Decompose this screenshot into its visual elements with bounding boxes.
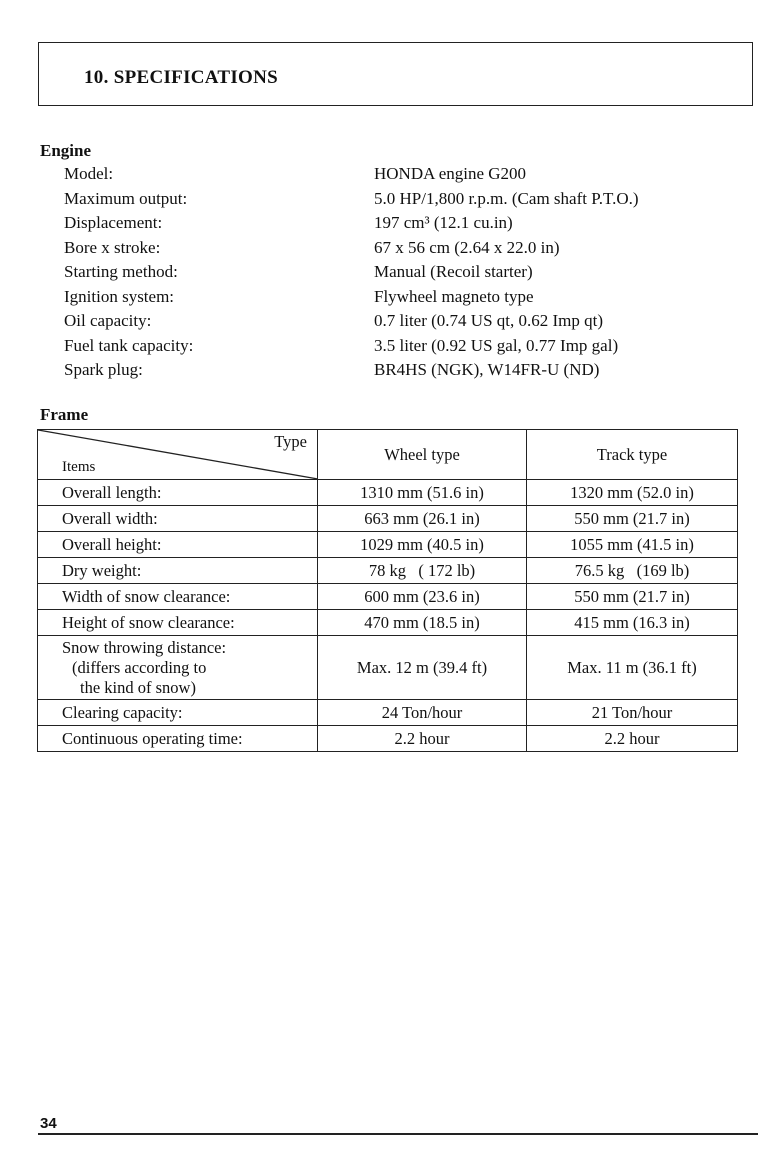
track-value: 1055 mm (41.5 in) — [527, 532, 738, 558]
engine-row-fuel-tank — [64, 336, 724, 361]
section-header-box — [38, 42, 753, 106]
row-item-label-multiline — [38, 636, 318, 700]
type-header-label: Type — [274, 432, 307, 451]
engine-label: Fuel tank capacity: — [64, 335, 194, 355]
column-header-track: Track type — [527, 430, 738, 480]
row-item-label: Continuous operating time: — [38, 726, 318, 752]
table-row — [38, 506, 738, 532]
table-row — [38, 532, 738, 558]
engine-row-spark-plug — [64, 360, 724, 385]
engine-label: Model: — [64, 164, 114, 183]
engine-row-model — [64, 164, 724, 189]
wheel-value: 663 mm (26.1 in) — [318, 506, 527, 532]
throwing-label-line1: Snow throwing distance: — [62, 637, 227, 657]
engine-value: Manual (Recoil starter) — [374, 262, 533, 281]
table-row — [38, 610, 738, 636]
engine-value: 67 x 56 cm (2.64 x 22.0 in) — [374, 237, 560, 257]
table-row — [38, 480, 738, 506]
engine-row-ignition — [64, 287, 724, 312]
track-value: 76.5 kg (169 lb) — [527, 558, 738, 584]
engine-spec-list — [64, 164, 724, 385]
table-row — [38, 726, 738, 752]
frame-spec-table — [37, 429, 738, 752]
track-value: 1320 mm (52.0 in) — [527, 480, 738, 506]
track-value: 2.2 hour — [527, 726, 738, 752]
engine-row-oil-capacity — [64, 311, 724, 336]
row-item-label: Height of snow clearance: — [38, 610, 318, 636]
engine-value: 5.0 HP/1,800 r.p.m. (Cam shaft P.T.O.) — [374, 188, 639, 208]
table-row — [38, 636, 738, 700]
engine-row-displacement — [64, 213, 724, 238]
row-item-label: Dry weight: — [38, 558, 318, 584]
engine-row-max-output — [64, 189, 724, 214]
engine-label: Displacement: — [64, 213, 163, 232]
wheel-value: 470 mm (18.5 in) — [318, 610, 527, 636]
engine-label: Maximum output: — [64, 188, 188, 208]
column-header-wheel: Wheel type — [318, 430, 527, 480]
page-number: 34 — [40, 1115, 57, 1132]
engine-label: Starting method: — [64, 262, 178, 281]
engine-row-bore-stroke — [64, 238, 724, 263]
engine-label: Ignition system: — [64, 286, 175, 306]
track-value: Max. 11 m (36.1 ft) — [527, 636, 738, 700]
wheel-value: 600 mm (23.6 in) — [318, 584, 527, 610]
row-item-label: Overall length: — [38, 480, 318, 506]
row-item-label: Clearing capacity: — [38, 700, 318, 726]
track-value: 21 Ton/hour — [527, 700, 738, 726]
throwing-label-line2: (differs according to — [72, 657, 207, 677]
wheel-value: Max. 12 m (39.4 ft) — [318, 636, 527, 700]
engine-label: Spark plug: — [64, 360, 143, 379]
engine-heading: Engine — [40, 141, 92, 160]
footer-rule — [38, 1133, 758, 1135]
row-item-label: Width of snow clearance: — [38, 584, 318, 610]
engine-value: 197 cm³ (12.1 cu.in) — [374, 213, 513, 232]
diagonal-header-cell — [38, 430, 318, 480]
engine-value: 0.7 liter (0.74 US qt, 0.62 Imp qt) — [374, 311, 604, 330]
engine-value: HONDA engine G200 — [374, 164, 527, 183]
engine-value: 3.5 liter (0.92 US gal, 0.77 Imp gal) — [374, 335, 619, 355]
engine-value: BR4HS (NGK), W14FR-U (ND) — [374, 360, 600, 379]
wheel-value: 78 kg ( 172 lb) — [318, 558, 527, 584]
page-title: 10. SPECIFICATIONS — [84, 67, 279, 88]
engine-label: Bore x stroke: — [64, 237, 161, 257]
table-row — [38, 700, 738, 726]
engine-value: Flywheel magneto type — [374, 286, 534, 306]
track-value: 415 mm (16.3 in) — [527, 610, 738, 636]
wheel-value: 1310 mm (51.6 in) — [318, 480, 527, 506]
wheel-value: 24 Ton/hour — [318, 700, 527, 726]
row-item-label: Overall width: — [38, 506, 318, 532]
table-row — [38, 584, 738, 610]
wheel-value: 2.2 hour — [318, 726, 527, 752]
table-row — [38, 558, 738, 584]
items-header-label: Items — [62, 459, 96, 475]
table-header-row — [38, 430, 738, 480]
engine-row-starting-method — [64, 262, 724, 287]
wheel-value: 1029 mm (40.5 in) — [318, 532, 527, 558]
track-value: 550 mm (21.7 in) — [527, 506, 738, 532]
frame-heading: Frame — [40, 405, 89, 424]
row-item-label: Overall height: — [38, 532, 318, 558]
track-value: 550 mm (21.7 in) — [527, 584, 738, 610]
throwing-label-line3: the kind of snow) — [80, 677, 196, 697]
engine-label: Oil capacity: — [64, 311, 152, 330]
